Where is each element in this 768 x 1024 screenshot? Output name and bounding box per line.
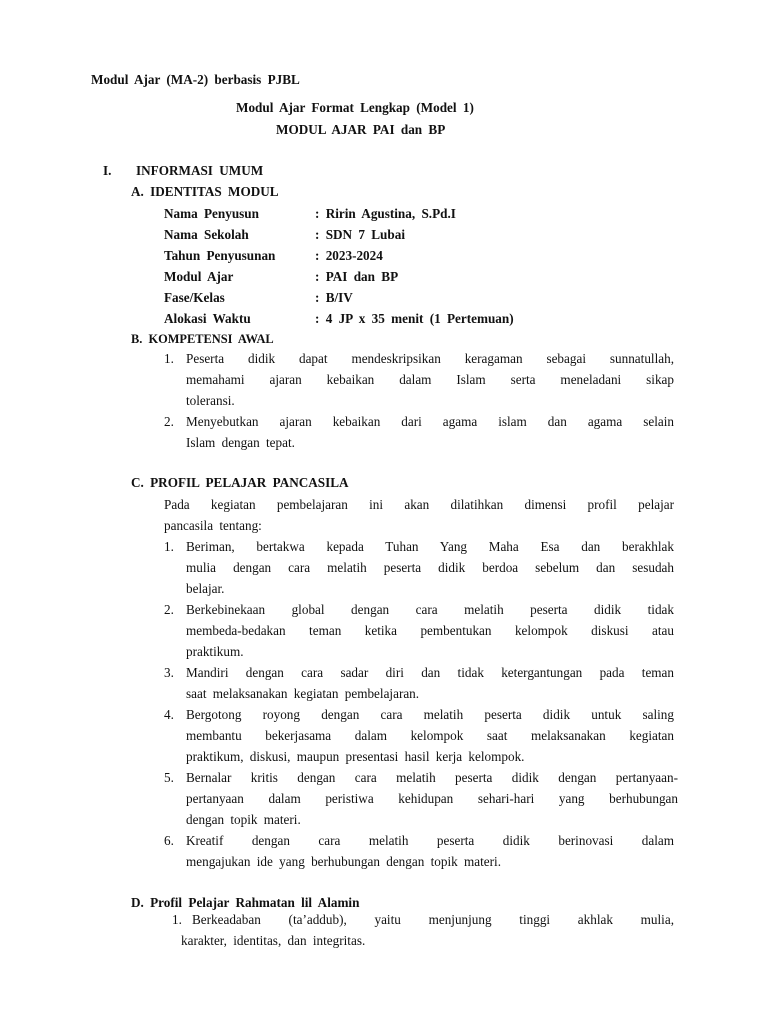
list-line: memahami ajaran kebaikan dalam Islam serta meneladani sikap <box>186 372 674 387</box>
list-line: Peserta didik dapat mendeskripsikan keragaman sebagai sunnatullah, <box>186 351 674 366</box>
identity-value: : SDN 7 Lubai <box>315 227 405 242</box>
list-number: 6. <box>164 833 174 848</box>
section-a-title: A. IDENTITAS MODUL <box>131 184 279 199</box>
paragraph-line: Pada kegiatan pembelajaran ini akan dilatihkan dimensi profil pelajar <box>164 497 674 512</box>
list-line: membantu bekerjasama dalam kelompok saat melaksanakan kegiatan <box>186 728 674 743</box>
list-line: Berkebinekaan global dengan cara melatih peserta didik tidak <box>186 602 674 617</box>
identity-label: Tahun Penyusunan <box>164 248 276 263</box>
identity-value: : B/IV <box>315 290 353 305</box>
list-line: belajar. <box>186 581 225 596</box>
list-line: Kreatif dengan cara melatih peserta didik berinovasi dalam <box>186 833 674 848</box>
identity-value: : PAI dan BP <box>315 269 399 284</box>
identity-label: Alokasi Waktu <box>164 311 251 326</box>
list-number: 1. <box>172 912 182 927</box>
paragraph-line: pancasila tentang: <box>164 518 262 533</box>
identity-label: Modul Ajar <box>164 269 234 284</box>
section-1-title: INFORMASI UMUM <box>136 163 264 178</box>
section-1-number: I. <box>103 163 112 178</box>
identity-label: Nama Sekolah <box>164 227 249 242</box>
list-line: Beriman, bertakwa kepada Tuhan Yang Maha Esa dan berakhlak <box>186 539 674 554</box>
list-line: mengajukan ide yang berhubungan dengan topik materi. <box>186 854 501 869</box>
list-line: membeda-bedakan teman ketika pembentukan kelompok diskusi atau <box>186 623 674 638</box>
document-title-2: MODUL AJAR PAI dan BP <box>276 122 446 137</box>
list-line: Bernalar kritis dengan cara melatih peserta didik dengan pertanyaan- <box>186 770 678 785</box>
list-number: 5. <box>164 770 174 785</box>
list-line: toleransi. <box>186 393 235 408</box>
list-number: 2. <box>164 414 174 429</box>
list-line: pertanyaan dalam peristiwa kehidupan sehari-hari yang berhubungan <box>186 791 678 806</box>
list-line: mulia dengan cara melatih peserta didik berdoa sebelum dan sesudah <box>186 560 674 575</box>
list-number: 3. <box>164 665 174 680</box>
document-header: Modul Ajar (MA-2) berbasis PJBL <box>91 72 300 87</box>
identity-value: : Ririn Agustina, S.Pd.I <box>315 206 456 221</box>
list-number: 1. <box>164 351 174 366</box>
list-number: 2. <box>164 602 174 617</box>
section-d-title: D. Profil Pelajar Rahmatan lil Alamin <box>131 895 360 910</box>
list-line: Islam dengan tepat. <box>186 435 295 450</box>
list-number: 1. <box>164 539 174 554</box>
list-line: praktikum, diskusi, maupun presentasi hasil kerja kelompok. <box>186 749 525 764</box>
section-c-title: C. PROFIL PELAJAR PANCASILA <box>131 475 349 490</box>
list-line: Menyebutkan ajaran kebaikan dari agama islam dan agama selain <box>186 414 674 429</box>
list-line: Bergotong royong dengan cara melatih peserta didik untuk saling <box>186 707 674 722</box>
identity-value: : 2023-2024 <box>315 248 383 263</box>
identity-value: : 4 JP x 35 menit (1 Pertemuan) <box>315 311 514 326</box>
list-line: dengan topik materi. <box>186 812 301 827</box>
list-line: Berkeadaban (ta’addub), yaitu menjunjung tinggi akhlak mulia, <box>192 912 674 927</box>
list-line: karakter, identitas, dan integritas. <box>181 933 366 948</box>
identity-label: Nama Penyusun <box>164 206 259 221</box>
list-line: Mandiri dengan cara sadar diri dan tidak ketergantungan pada teman <box>186 665 674 680</box>
identity-label: Fase/Kelas <box>164 290 225 305</box>
section-b-title: B. KOMPETENSI AWAL <box>131 332 274 346</box>
list-line: praktikum. <box>186 644 244 659</box>
list-number: 4. <box>164 707 174 722</box>
document-title-1: Modul Ajar Format Lengkap (Model 1) <box>236 100 474 115</box>
list-line: saat melaksanakan kegiatan pembelajaran. <box>186 686 420 701</box>
